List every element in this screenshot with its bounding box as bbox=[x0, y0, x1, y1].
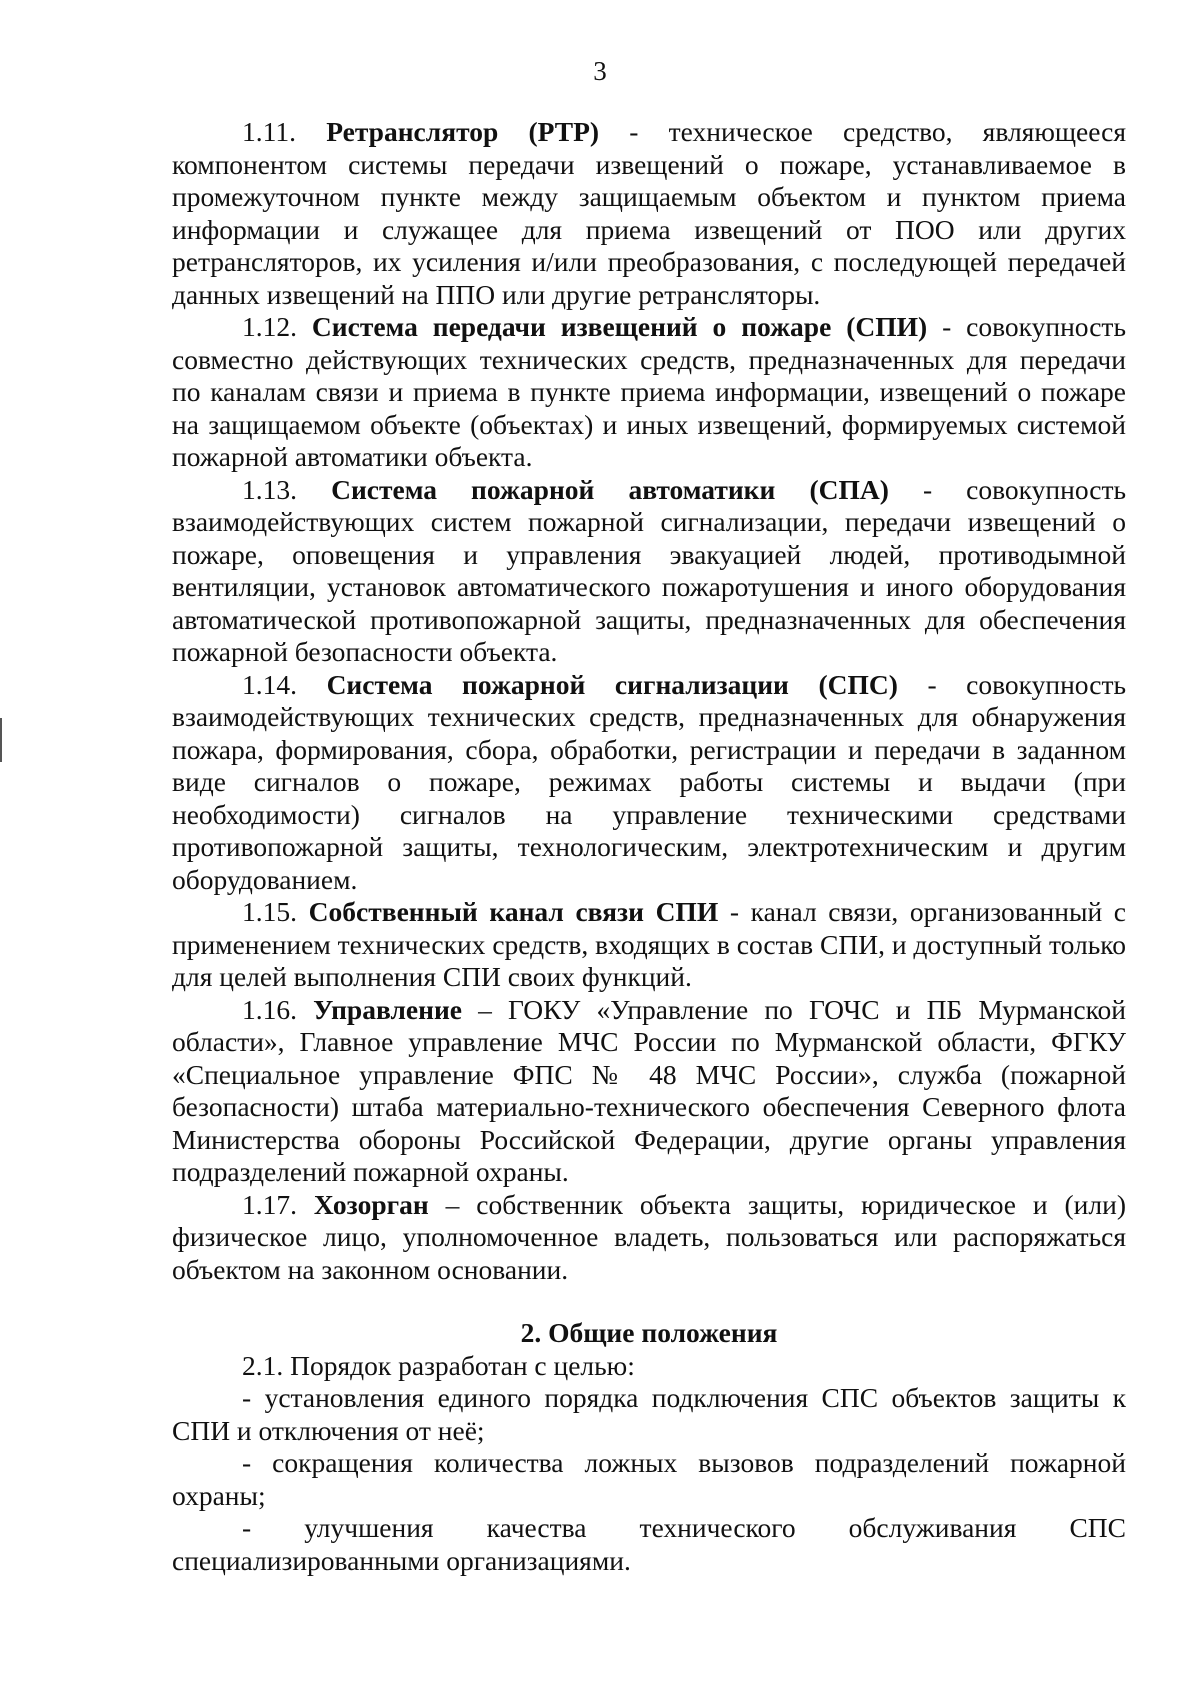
definition-text: - канал связи, организованный с применением технических средств, входящих в состав СПИ, и доступный только для целей выполнения СПИ своих функций. bbox=[172, 896, 1127, 992]
clause-number: 1.14. bbox=[242, 668, 297, 700]
term: Система пожарной сигнализации (СПС) bbox=[326, 668, 898, 700]
definition-1-16 bbox=[172, 994, 1126, 1189]
scan-artifact bbox=[0, 718, 2, 762]
section-heading: 2. Общие положения bbox=[520, 1317, 778, 1348]
term: Управление bbox=[313, 993, 462, 1025]
definition-text: - техническое средство, являющееся компонентом системы передачи извещений о пожаре, устанавливаемое в промежуточном пункте между защищаемым объектом и пунктом приема информации и служащее для приема извещений от ПОО или других ретрансляторов, их усиления и/или преобразования, с последующей передачей данных извещений на ППО или другие ретрансляторы. bbox=[172, 116, 1126, 310]
definition-text: – ГОКУ «Управление по ГОЧС и ПБ Мурманской области», Главное управление МЧС России по Мурманской области, ФГКУ «Специальное управление ФПС № 48 МЧС России», служба (пожарной безопасности) штаба материально-технического обеспечения Северного флота Министерства обороны Российской Федерации, другие органы управления подразделений пожарной охраны. bbox=[172, 993, 1126, 1187]
definition-1-17 bbox=[172, 1189, 1126, 1287]
term: Собственный канал связи СПИ bbox=[308, 896, 719, 927]
definition-1-14 bbox=[172, 669, 1126, 897]
definition-text: - совокупность совместно действующих технических средств, предназначенных для передачи по каналам связи и приема в пункте приема информации, извещений о пожаре на защищаемом объекте (объектах) и иных извещений, формируемых системой пожарной автоматики объекта. bbox=[172, 311, 1126, 472]
term: Ретранслятор (РТР) bbox=[326, 116, 600, 147]
definition-text: - совокупность взаимодействующих технических средств, предназначенных для обнаружения пожара, формирования, сбора, обработки, регистрации и передачи в заданном виде сигналов о пожаре, режимах работы системы и выдачи (при необходимости) сигналов на управление техническими средствами противопожарной защиты, технологическим, электротехническим и другим оборудованием. bbox=[172, 668, 1127, 895]
clause-number: 1.16. bbox=[242, 993, 297, 1025]
section-paragraph: - улучшения качества технического обслуживания СПС специализированными организациями. bbox=[172, 1512, 1126, 1576]
clause-number: 1.11. bbox=[242, 116, 296, 147]
section-paragraph: - установления единого порядка подключения СПС объектов защиты к СПИ и отключения от неё; bbox=[172, 1382, 1126, 1446]
section-paragraph: 2.1. Порядок разработан с целью: bbox=[242, 1349, 635, 1381]
page-number: 3 bbox=[593, 56, 607, 86]
definition-text: – собственник объекта защиты, юридическое и (или) физическое лицо, уполномоченное владеть, пользоваться или распоряжаться объектом на законном основании. bbox=[172, 1188, 1126, 1285]
clause-number: 1.15. bbox=[242, 896, 297, 927]
clause-number: 1.13. bbox=[242, 473, 297, 505]
clause-number: 1.17. bbox=[242, 1188, 297, 1220]
document-body bbox=[172, 116, 1126, 1577]
clause-number: 1.12. bbox=[242, 311, 297, 342]
section-paragraph: - сокращения количества ложных вызовов подразделений пожарной охраны; bbox=[172, 1447, 1126, 1511]
term: Система передачи извещений о пожаре (СПИ) bbox=[311, 311, 928, 342]
term: Система пожарной автоматики (СПА) bbox=[331, 473, 889, 505]
definition-1-11 bbox=[172, 116, 1126, 311]
term: Хозорган bbox=[313, 1188, 429, 1220]
definition-1-13 bbox=[172, 474, 1126, 669]
definition-1-15 bbox=[172, 896, 1126, 994]
definition-1-12 bbox=[172, 311, 1126, 474]
definition-text: - совокупность взаимодействующих систем пожарной сигнализации, передачи извещений о пожаре, оповещения и управления эвакуацией людей, противодымной вентиляции, установок автоматического пожаротушения и иного оборудования автоматической противопожарной защиты, предназначенных для обеспечения пожарной безопасности объекта. bbox=[172, 473, 1127, 667]
